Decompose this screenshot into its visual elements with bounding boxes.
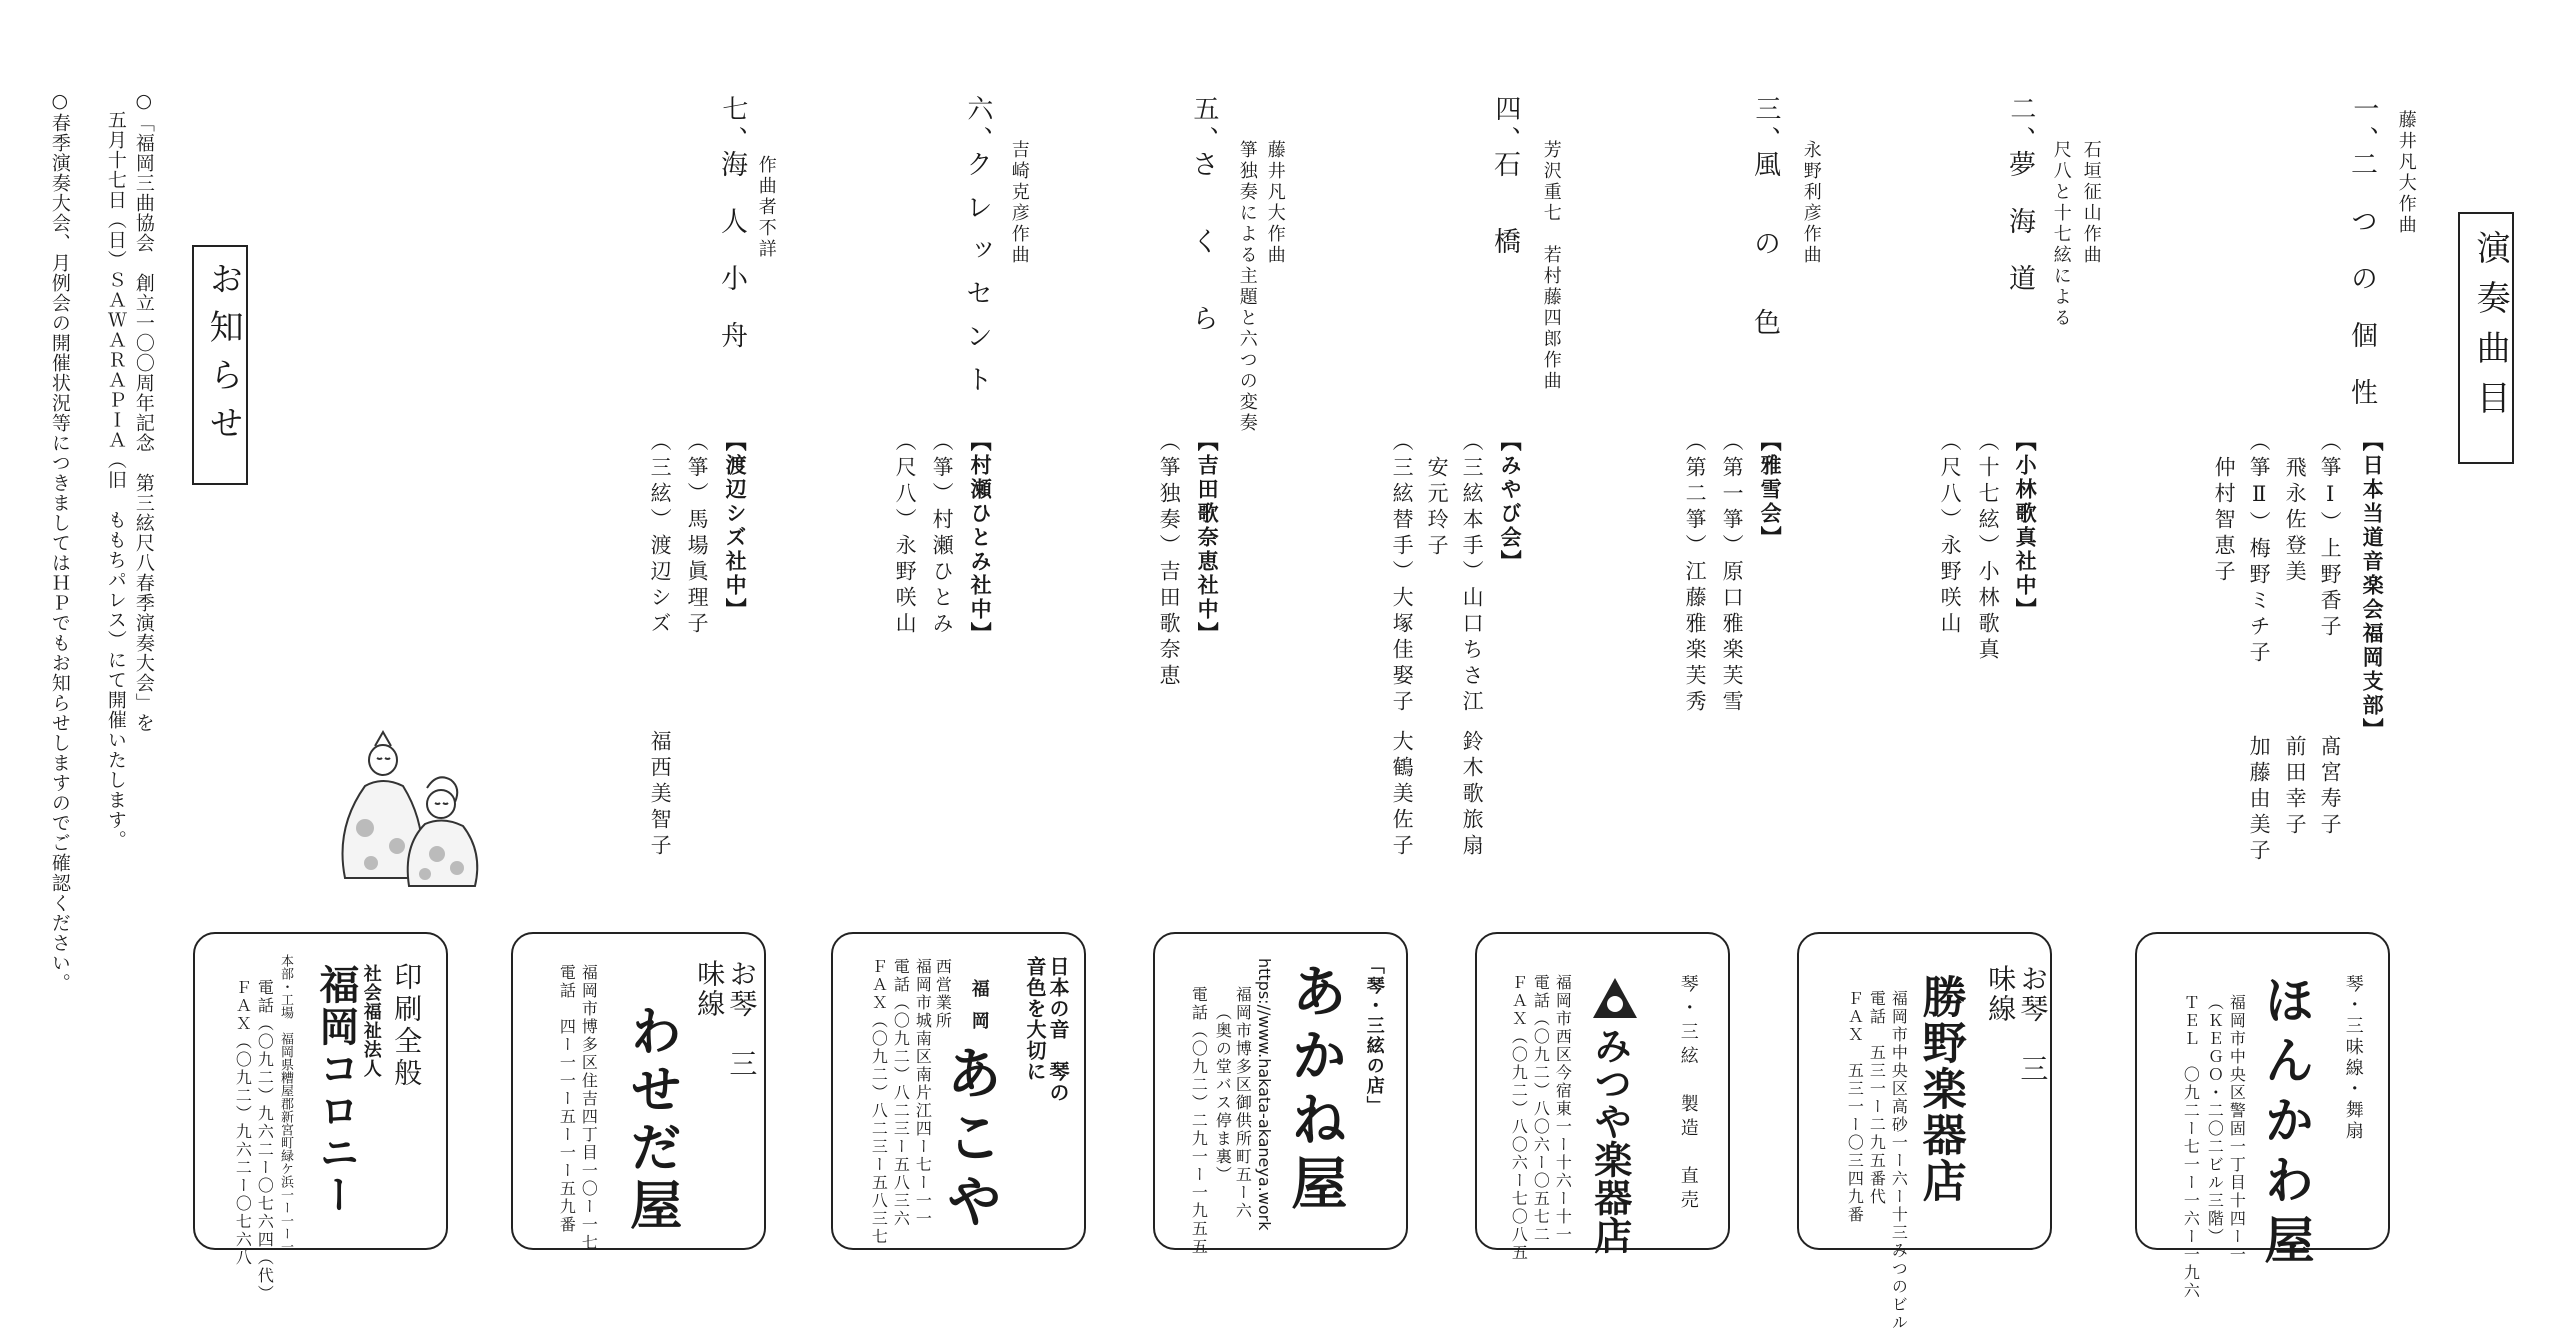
group-name: 【渡辺シズ社中】 <box>723 430 748 622</box>
player: （三絃本手）山口ちさ江 <box>1460 430 1485 716</box>
player: （第一箏）原口雅楽芙雪 <box>1720 430 1745 716</box>
hina-dolls-illustration <box>325 728 495 898</box>
piece-title: さくら <box>1187 150 1219 381</box>
player: （尺八）永野咲山 <box>893 430 918 638</box>
group-name: 【小林歌真社中】 <box>2013 430 2038 622</box>
group-name: 【吉田歌奈恵社中】 <box>1195 430 1220 646</box>
piece-title: 石橋 <box>1489 150 1521 304</box>
ad-name-prefix: 社会福祉法人 <box>360 964 382 1078</box>
composer: 芳沢重七 若村藤四郎作曲 <box>1540 140 1562 392</box>
player: （三絃替手）大塚佳娶子 <box>1390 430 1415 716</box>
program-heading-box <box>2458 212 2514 464</box>
group-name: 【村瀬ひとみ社中】 <box>968 430 993 646</box>
player: （三絃）渡辺シズ <box>648 430 673 638</box>
composer: 藤井凡大作曲 <box>2395 110 2417 236</box>
ad-fax: ＦＡＸ 五三一ー〇三四九番 <box>1845 990 1865 1224</box>
ad-url: https://www.hakata-akaneya.work <box>1255 958 1274 1231</box>
piece-number: 七、 <box>717 95 748 157</box>
player: （箏Ⅰ）上野香子 <box>2318 430 2343 641</box>
ad-mitsuya <box>1475 932 1730 1262</box>
ad-address: （奥の堂バス停ま裏） <box>1213 1004 1233 1184</box>
ad-tagline: 日本の音 琴の音色を大切に <box>1023 956 1070 1103</box>
ad-name: ほんかわ屋 <box>2256 974 2316 1274</box>
piece-number: 六、 <box>962 95 993 157</box>
ad-address: 福岡市中央区警固一丁目十四ー一 <box>2227 994 2247 1264</box>
player: 安元玲子 <box>1425 430 1450 560</box>
ad-phone: 電話（〇九二）二九一ー一九五五 <box>1189 986 1209 1256</box>
composer: 作曲者不詳 <box>755 155 777 260</box>
player: （箏独奏）吉田歌奈恵 <box>1157 430 1182 690</box>
piece-number: 四、 <box>1490 95 1521 157</box>
ad-name: あかね屋 <box>1282 962 1349 1218</box>
notice-heading-box <box>192 245 248 485</box>
ad-honkawaya <box>2135 932 2390 1300</box>
ad-phone: 電話（〇九二）八〇六ー〇五七二 <box>1531 974 1551 1244</box>
notice-heading: お知らせ <box>203 261 244 453</box>
player: （第二箏）江藤雅楽芙秀 <box>1683 430 1708 716</box>
ad-wasedaya <box>511 932 766 1250</box>
ad-address: 福岡市博多区住吉四丁目一〇ー一七 <box>579 964 599 1252</box>
subtitle: 尺八と十七絃による <box>2050 140 2072 329</box>
piece-number: 五、 <box>1188 95 1219 157</box>
notice-line: ○春季演奏大会、月例会の開催状況等につきましてはＨＰでもお知らせしますのでご確認ください。 <box>48 90 71 993</box>
ad-katsuno <box>1797 932 2052 1332</box>
piece-title: 二つの個性 <box>2346 150 2378 435</box>
ad-fax: ＦＡＸ（〇九二）八〇六ー七〇八五 <box>1509 974 1529 1262</box>
player: （尺八）永野咲山 <box>1938 430 1963 638</box>
ad-address: 福岡市博多区御供所町五ー六 <box>1233 986 1253 1220</box>
player: 前田幸子 <box>2283 735 2308 839</box>
ad-name: みつや楽器店 <box>1587 1026 1632 1254</box>
ad-fax: ＦＡＸ（〇九二）九六二ー〇七六八 <box>233 979 253 1267</box>
ad-address: 福岡市中央区高砂一ー六ー十三みつのビル <box>1889 990 1909 1332</box>
player: 大鶴美佐子 <box>1390 730 1415 860</box>
composer: 永野利彦作曲 <box>1800 140 1822 266</box>
ad-akoya <box>831 932 1086 1250</box>
composer: 吉崎克彦作曲 <box>1008 140 1030 266</box>
player: （箏）村瀬ひとみ <box>930 430 955 638</box>
ad-tagline: お琴 三味線 <box>693 959 759 1079</box>
ad-tagline: 「琴・三絃の店」 <box>1363 956 1385 1116</box>
ad-name: あこや <box>937 1044 1004 1236</box>
program-heading: 演奏曲目 <box>2470 230 2511 430</box>
group-name: 【日本当道音楽会福岡支部】 <box>2360 430 2385 742</box>
piece-title: 海人小舟 <box>716 150 748 378</box>
player: 髙宮寿子 <box>2318 735 2343 839</box>
player: （十七絃）小林歌真 <box>1976 430 2001 664</box>
composer: 藤井凡大作曲 <box>1264 140 1286 266</box>
piece-title: クレッセント <box>961 150 993 408</box>
ad-tagline: 琴・三味線・舞扇 <box>2342 974 2364 1142</box>
ad-phone: 電話（〇九二）九六二ー〇七六四（代） <box>255 979 275 1303</box>
ad-address: 本部・工場 福岡県糟屋郡新宮町緑ケ浜一ー一ー一 <box>277 954 293 1253</box>
player: （箏）馬場眞理子 <box>685 430 710 638</box>
ad-prefix: 福岡 <box>968 979 990 1043</box>
notice-line: 五月十七日（日）ＳＡＷＡＲＡＰＩＡ（旧 ももちパレス）にて開催いたします。 <box>104 110 127 850</box>
subtitle: 箏独奏による主題と六つの変奏 <box>1236 140 1258 434</box>
notice-line: ○「福岡三曲協会 創立一〇〇周年記念 第三絃尺八春季演奏大会」を <box>132 90 155 733</box>
player: 福西美智子 <box>648 730 673 860</box>
player: （箏Ⅱ）梅野ミチ子 <box>2247 430 2272 667</box>
ad-address: 福岡市城南区南片江四ー七ー一一 <box>913 958 933 1228</box>
composer: 石垣征山作曲 <box>2080 140 2102 266</box>
piece-number: 一、 <box>2348 95 2379 157</box>
ad-phone: 電話 五三一ー二九五番代 <box>1867 990 1887 1206</box>
group-name: 【みやび会】 <box>1498 430 1523 574</box>
piece-title: 風の色 <box>1749 150 1781 387</box>
ad-address: 福岡市西区今宿東一ー十六ー十一 <box>1553 974 1573 1244</box>
player: 加藤由美子 <box>2247 735 2272 865</box>
ad-phone: ＴＥＬ 〇九二ー七一ー一六ー一九六 <box>2181 994 2201 1300</box>
piece-number: 三、 <box>1750 95 1781 157</box>
ad-tagline: 琴・三絃 製造 直売 <box>1677 974 1699 1214</box>
piece-number: 二、 <box>2005 95 2036 157</box>
ad-fukuoka-colony <box>193 932 448 1303</box>
ad-phone: 電話（〇九二）八二三ー五八三六 <box>891 958 911 1228</box>
ad-fax: ＦＡＸ（〇九二）八二三ー五八三七 <box>869 958 889 1246</box>
ad-tagline: お琴 三味線 <box>1984 964 2050 1084</box>
player: 飛永佐登美 <box>2283 430 2308 586</box>
ad-name: 勝野楽器店 <box>1914 974 1966 1204</box>
ad-akaneya <box>1153 932 1408 1256</box>
player: 鈴木歌旅扇 <box>1460 730 1485 860</box>
ad-name: 福岡コロニー <box>313 964 359 1216</box>
ad-name: わせだ屋 <box>620 1004 682 1236</box>
ad-address: 西営業所 <box>933 958 953 1030</box>
ad-tagline: 印刷全般 <box>390 962 424 1090</box>
ad-address: （ＫＥＧＯ・二〇二ビル三階） <box>2205 994 2225 1246</box>
mitsuya-logo-icon <box>1589 974 1641 1022</box>
piece-title: 夢海道 <box>2004 150 2036 321</box>
ad-phone: 電話 四ー一一ー五ー一ー五九番 <box>557 964 577 1234</box>
group-name: 【雅雪会】 <box>1758 430 1783 550</box>
player: 仲村智恵子 <box>2212 430 2237 586</box>
